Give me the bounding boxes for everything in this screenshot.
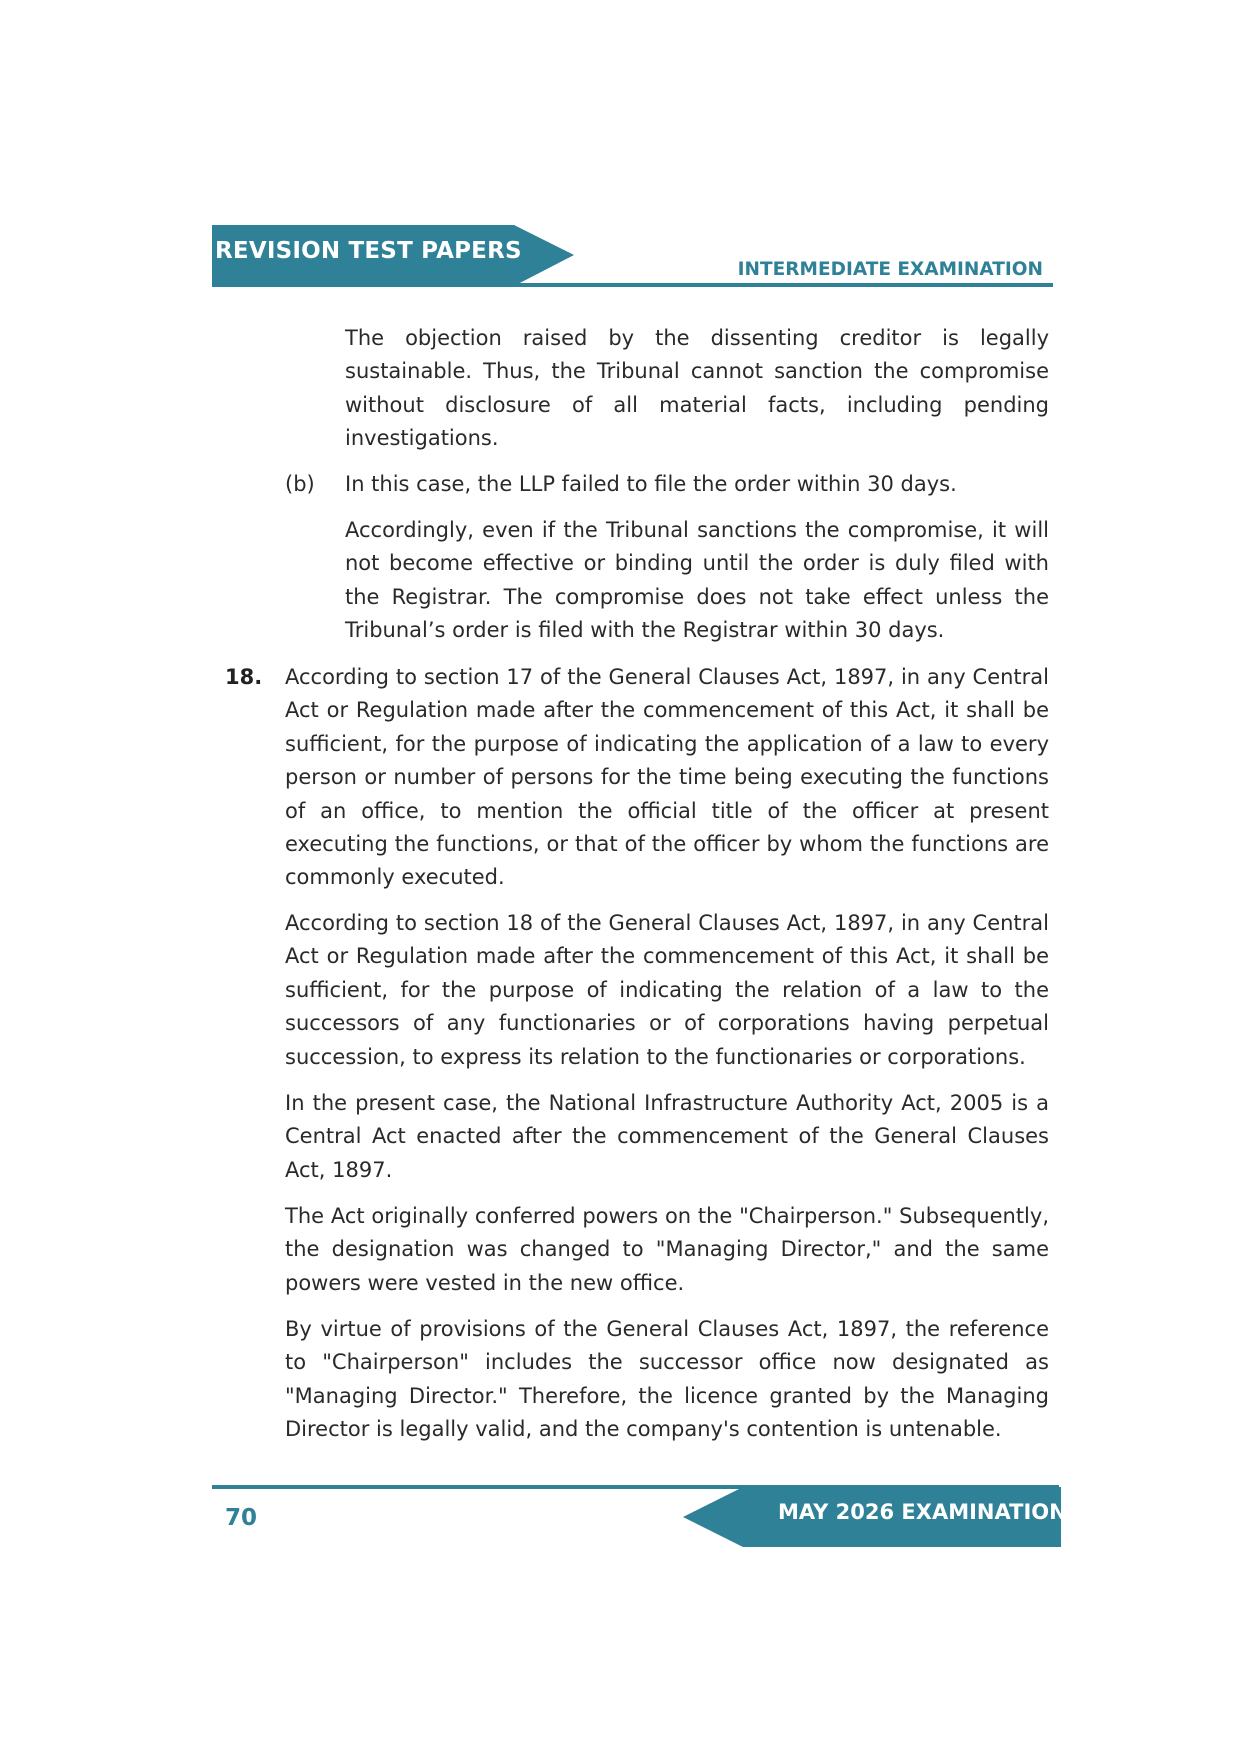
item-b-paragraph: Accordingly, even if the Tribunal sanctions the compromise, it will not become effective or binding until the order is duly filed with the Registrar. The compromise does not take effect unless the Tribunal’s order is filed with the Registrar within 30 days. bbox=[345, 518, 1049, 643]
page-number: 70 bbox=[225, 1505, 258, 1531]
q18-paragraph-2: According to section 18 of the General Clauses Act, 1897, in any Central Act or Regulation made after the commencement of this Act, it shall be sufficient, for the purpose of indicating the relation of a law to the successors of any functionaries or of corporations having perpetual succession, to express its relation to the functionaries or corporations. bbox=[285, 911, 1049, 1069]
header-exam-label: INTERMEDIATE EXAMINATION bbox=[737, 259, 1043, 280]
q18-paragraph-3: In the present case, the National Infrastructure Authority Act, 2005 is a Central Act enacted after the commencement of the General Clauses Act, 1897. bbox=[285, 1091, 1049, 1182]
q18-paragraph-5: By virtue of provisions of the General Clauses Act, 1897, the reference to "Chairperson" includes the successor office now designated as "Managing Director." Therefore, the licence granted by the Managing Director is legally valid, and the company's contention is untenable. bbox=[285, 1317, 1049, 1442]
header-banner-title: REVISION TEST PAPERS bbox=[215, 238, 522, 264]
question-number: 18. bbox=[225, 665, 263, 689]
footer-exam-label: MAY 2026 EXAMINATION bbox=[778, 1500, 1067, 1524]
q18-paragraph-1: According to section 17 of the General Clauses Act, 1897, in any Central Act or Regulation made after the commencement of this Act, it shall be sufficient, for the purpose of indicating the application of a law to every person or number of persons for the time being executing the functions of an office, to mention the official title of the officer at present executing the functions, or that of the officer by whom the functions are commonly executed. bbox=[285, 665, 1049, 890]
paragraph-a-continued: The objection raised by the dissenting creditor is legally sustainable. Thus, the Tribunal cannot sanction the compromise without disclosure of all material facts, including pending investigations. bbox=[345, 326, 1049, 451]
q18-paragraph-4: The Act originally conferred powers on the "Chairperson." Subsequently, the designation was changed to "Managing Director," and the same powers were vested in the new office. bbox=[285, 1204, 1049, 1295]
item-b-text: In this case, the LLP failed to file the order within 30 days. bbox=[345, 472, 957, 496]
header-rule bbox=[212, 283, 1053, 287]
item-b-label: (b) bbox=[285, 472, 315, 496]
